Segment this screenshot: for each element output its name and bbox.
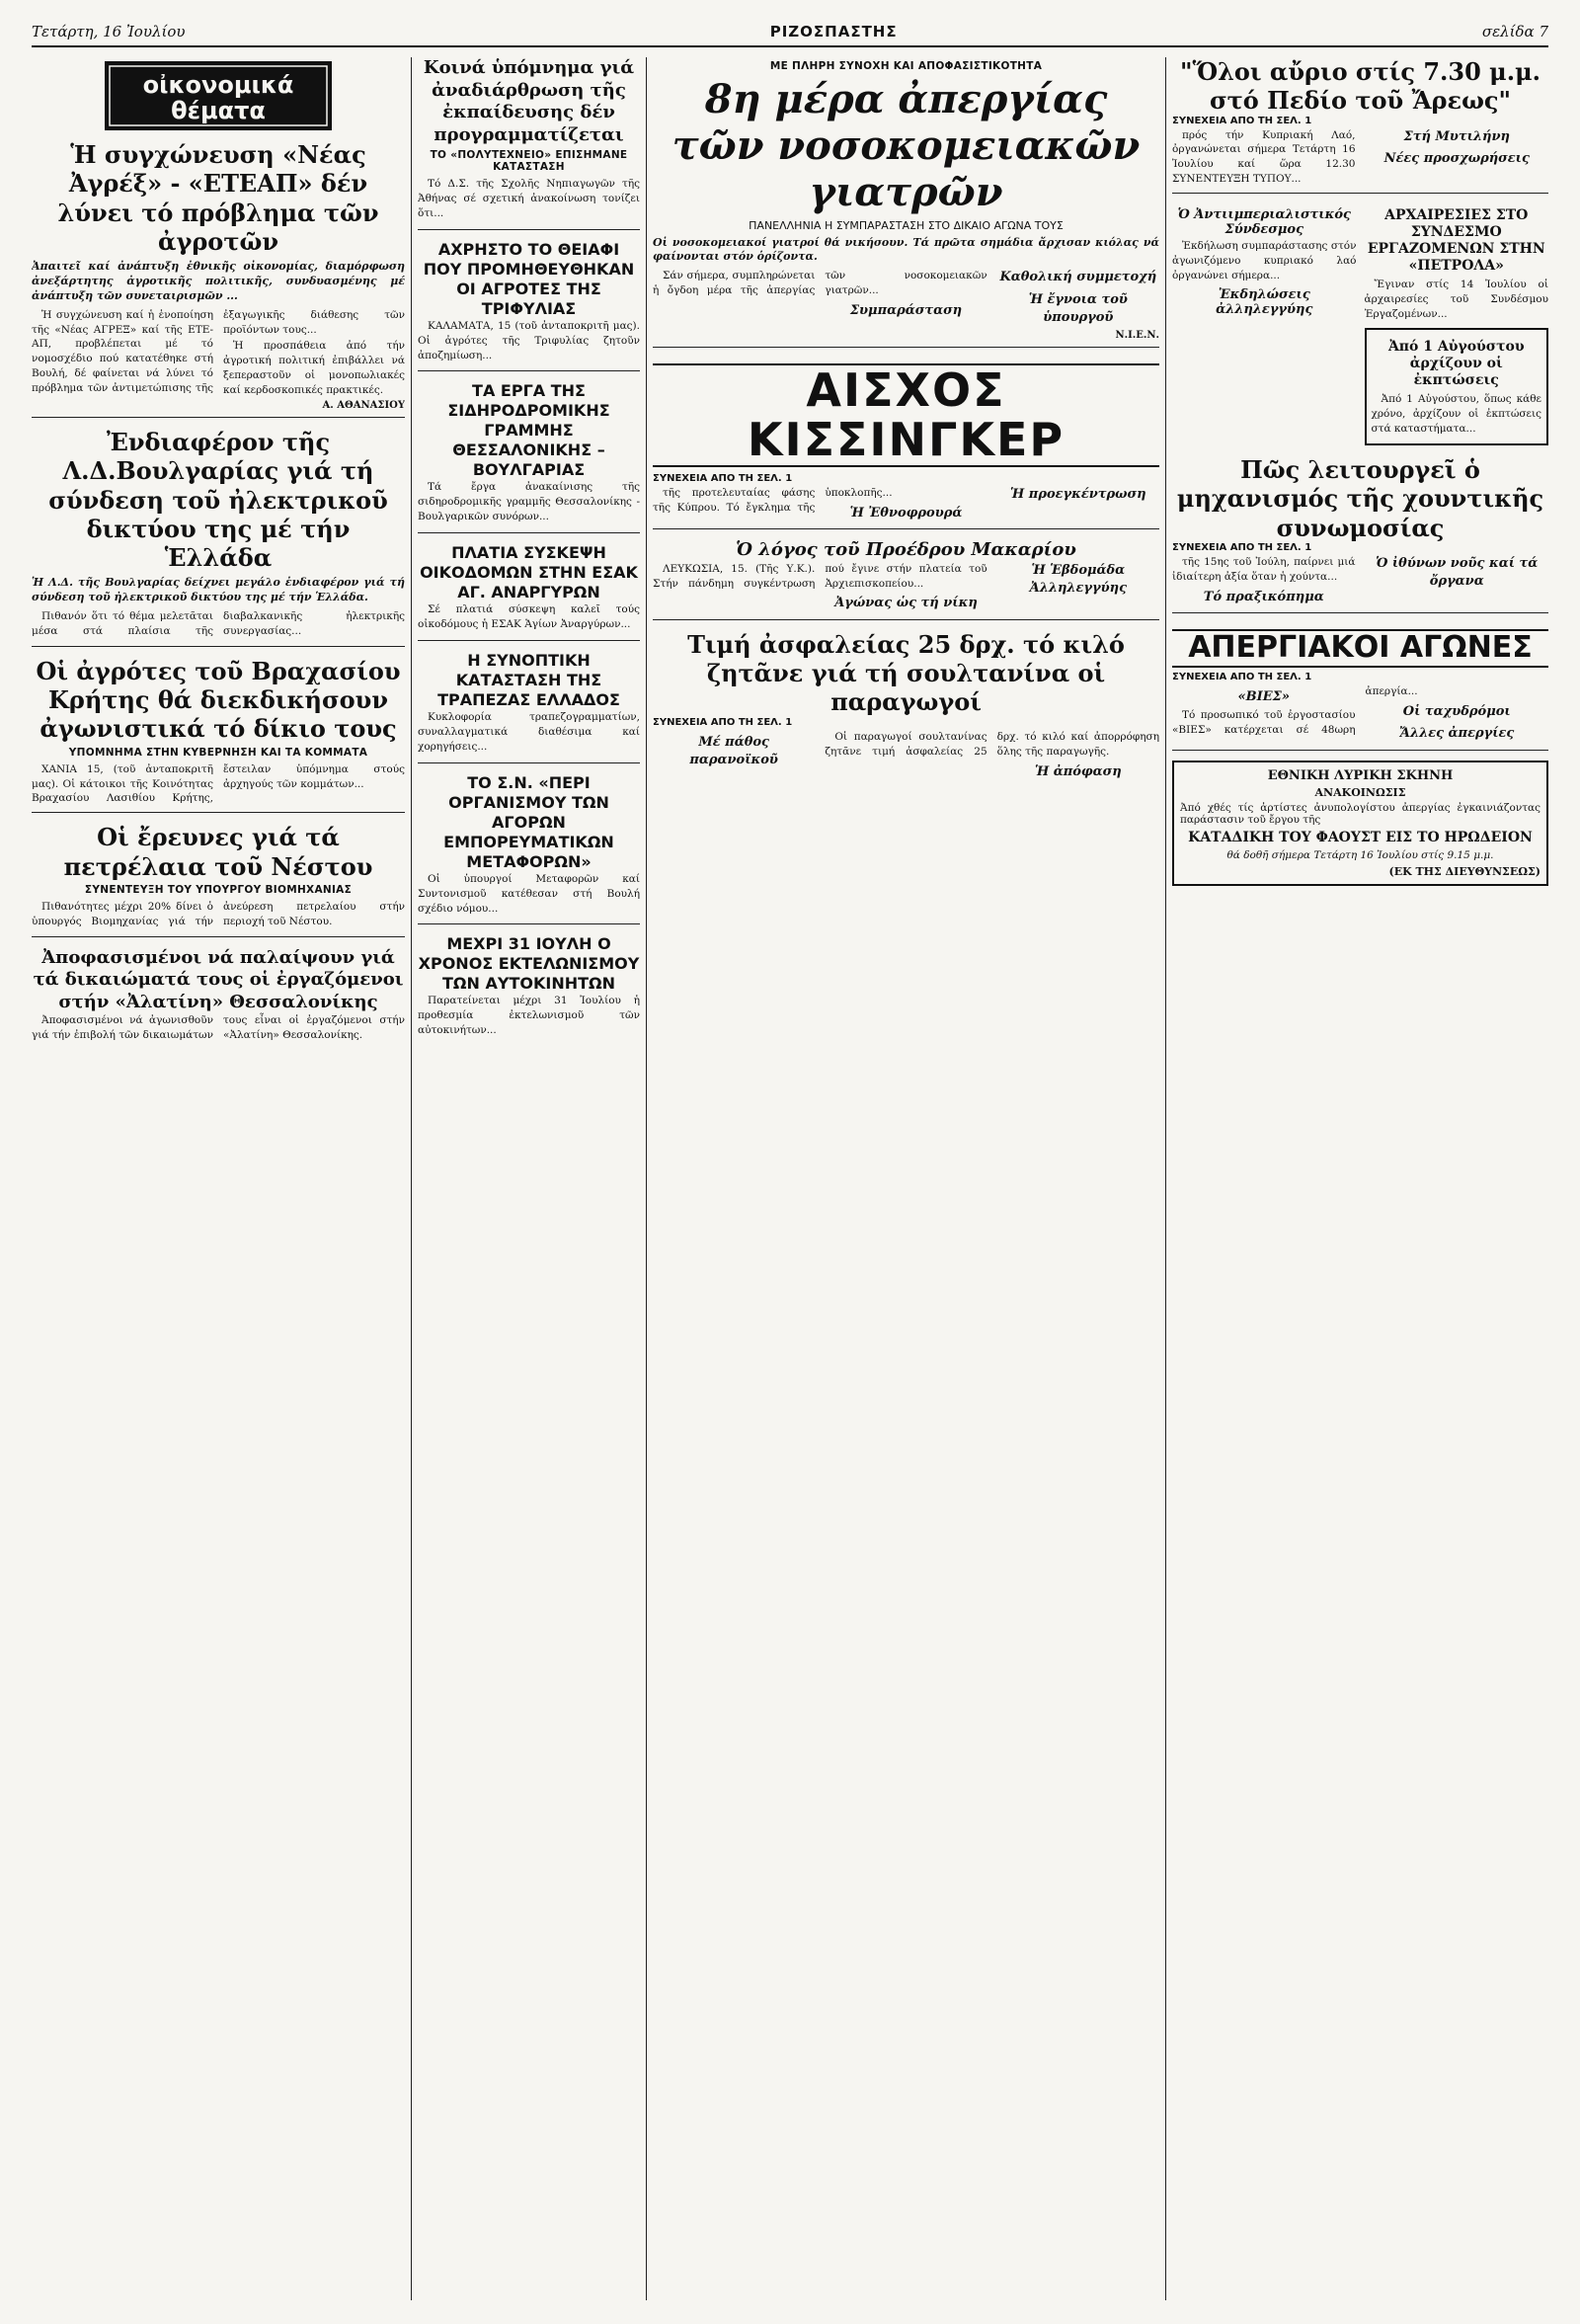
headline: Ὁ λόγος τοῦ Προέδρου Μακαρίου (736, 539, 1076, 561)
section-logo-line1: οἰκονομικά (142, 71, 294, 99)
body (1372, 392, 1542, 437)
subhead: Συμπαράσταση (849, 303, 963, 319)
story-vrachasi (32, 657, 405, 814)
body (32, 900, 405, 930)
body (1172, 128, 1548, 188)
paragraph: Ἔγιναν στίς 14 Ἰουλίου οἱ ἀρχαιρεσίες τοῦ Συνδέσμου Ἐργαζομένων... (1364, 279, 1548, 321)
paragraph: Οἱ ὑπουργοί Μεταφορῶν καί Συντονισμοῦ κατέθεσαν στή Βουλή σχέδιο νόμου... (418, 872, 640, 915)
subhead: Ἡ Ἐθνοφρουρά (849, 505, 963, 521)
notice-subtitle: ΑΝΑΚΟΙΝΩΣΙΣ (1314, 785, 1406, 799)
section-logo-line2: θέματα (171, 97, 266, 124)
section-logo (32, 61, 405, 130)
headline: Ἀπό 1 Αὐγούστου ἀρχίζουν οἱ ἐκπτώσεις (1387, 339, 1525, 388)
body (418, 602, 640, 632)
story-kissinger (653, 358, 1159, 530)
paragraph: πρός τήν Κυπριακή Λαό, ὀργανώνεται σήμερα Τετάρτη 16 Ἰουλίου καί ὥρα 12.30 ΣΥΝΕΝΤΕΥΞΗ ΤΥΠΟΥ... (1172, 128, 1356, 186)
headline: Πῶς λειτουργεῖ ὁ μηχανισμός τῆς χουντικῆς συνωμοσίας (1176, 455, 1544, 542)
story-education (418, 57, 640, 230)
subhead: «ΒΙΕΣ» (1237, 688, 1290, 704)
headline: Τιμή ἀσφαλείας 25 δρχ. τό κιλό ζητᾶνε γιά τή σουλτανίνα οἱ παραγωγοί (687, 629, 1125, 717)
body (418, 319, 640, 363)
headline: Ἡ συγχώνευση «Νέας Ἀγρέξ» - «ΕΤΕΑΠ» δέν λύνει τό πρόβλημα τῶν ἀγροτῶν (57, 140, 379, 256)
story-railway (418, 381, 640, 533)
continued-label: ΣΥΝΕΧΕΙΑ ΑΠΟ ΤΗ ΣΕΛ. 1 (1172, 115, 1312, 126)
lead: Ἡ Λ.Δ. τῆς Βουλγαρίας δείχνει μεγάλο ἐνδιαφέρον γιά τή σύνδεση τοῦ ἠλεκτρικοῦ δικτύου της μέ τήν Ἑλλάδα. (32, 576, 405, 604)
twin-stories (1172, 203, 1548, 455)
story-petrola (1365, 203, 1549, 455)
headline: ΑΙΣΧΟΣ ΚΙΣΣΙΝΓΚΕΡ (653, 363, 1159, 467)
notice-headline: ΚΑΤΑΔΙΚΗ ΤΟΥ ΦΑΟΥΣΤ ΕΙΣ ΤΟ ΗΡΩΔΕΙΟΝ (1188, 829, 1533, 845)
subhead: Στή Μυτιλήνη (1403, 128, 1510, 144)
paragraph: Τά ἔργα ἀνακαίνισης τῆς σιδηροδρομικῆς γραμμῆς Θεσσαλονίκης - Βουλγαρικῶν συνόρων... (418, 481, 640, 523)
headline: ΜΕΧΡΙ 31 ΙΟΥΛΗ Ο ΧΡΟΝΟΣ ΕΚΤΕΛΩΝΙΣΜΟΥ ΤΩΝ ΑΥΤΟΚΙΝΗΤΩΝ (418, 934, 640, 994)
story-rally (1172, 57, 1548, 194)
sales-box (1365, 328, 1549, 445)
subhead: Ἄλλες ἀπεργίες (1399, 726, 1515, 742)
headline: 8η μέρα ἀπεργίας τῶν νοσοκομειακῶν γιατρῶν (672, 76, 1141, 216)
column-3 (646, 57, 1159, 2300)
paragraph: Σάν σήμερα, συμπληρώνεται ἡ ὄγδοη μέρα τῆς ἀπεργίας τῶν νοσοκομειακῶν γιατρῶν... (653, 270, 988, 297)
headline: ΑΡΧΑΙΡΕΣΙΕΣ ΣΤΟ ΣΥΝΔΕΣΜΟ ΕΡΓΑΖΟΜΕΝΩΝ ΣΤΗΝ «ΠΕΤΡΟΛΑ» (1367, 207, 1545, 274)
body (32, 308, 405, 398)
story-nestos (32, 823, 405, 936)
paragraph: ΛΕΥΚΩΣΙΑ, 15. (Τῆς Υ.Κ.). Στήν πάνδημη συγκέντρωση πού ἔγινε στήν πλατεία τοῦ Ἀρχιεπισκοπείου... (653, 562, 988, 590)
story-freight (418, 773, 640, 925)
column-4 (1165, 57, 1548, 2300)
paragraph: ΚΑΛΑΜΑΤΑ, 15 (τοῦ ἀνταποκριτῆ μας). Οἱ ἀγρότες τῆς Τριφυλίας ζητοῦν ἀποζημίωση... (418, 319, 640, 361)
story-sultanina (653, 630, 1159, 787)
byline: Α. ΑΘΑΝΑΣΙΟΥ (322, 400, 405, 412)
body (653, 562, 1159, 613)
page-number: σελίδα 7 (1481, 23, 1548, 40)
body (32, 609, 405, 640)
paragraph: Τό προσωπικό τοῦ ἐργοστασίου «ΒΙΕΣ» κατέρχεται σέ 48ωρη ἀπεργία... (1172, 684, 1418, 737)
body (418, 710, 640, 755)
story-strikes (1172, 623, 1548, 750)
paragraph: Πιθανόν ὅτι τό θέμα μελετᾶται μέσα στά πλαίσια τῆς διαβαλκανικῆς ἠλεκτρικῆς συνεργασίας... (32, 610, 405, 637)
headline: "Ὅλοι αὔριο στίς 7.30 μ.μ. στό Πεδίο τοῦ Ἄρεως" (1179, 57, 1541, 116)
paragraph: Κυκλοφορία τραπεζογραμματίων, συναλλαγματικά διαθέσιμα καί χορηγήσεις... (418, 710, 640, 753)
opera-notice (1172, 761, 1548, 886)
subhead: Νέες προσχωρήσεις (1383, 150, 1530, 166)
story-alatini (32, 947, 405, 1050)
issue-date: Τετάρτη, 16 Ἰουλίου (32, 23, 186, 40)
paragraph: Ἐκδήλωση συμπαράστασης στόν ἀγωνιζόμενο κυπριακό λαό ὀργανώνει σήμερα... (1172, 240, 1357, 281)
subhead: Ἡ ἔγνοια τοῦ ὑπουργοῦ (1028, 291, 1128, 326)
headline: Ἀποφασισμένοι νά παλαίψουν γιά τά δικαιώματά τους οἱ ἐργαζόμενοι στήν «Ἀλατίνη» Θεσσαλονίκης (33, 946, 404, 1012)
notice-signature: (ΕΚ ΤΗΣ ΔΙΕΥΘΥΝΣΕΩΣ) (1388, 864, 1540, 878)
notice-details: θά δοθῆ σήμερα Τετάρτη 16 Ἰουλίου στίς 9.15 μ.μ. (1226, 848, 1494, 861)
paragraph: Ἡ συγχώνευση καί ἡ ἑνοποίηση τῆς «Νέας ΑΓΡΕΞ» καί τῆς ΕΤΕ-ΑΠ, προβλέπεται μέ τό νομοσχέδιο πού κατατέθηκε στή Βουλή, δέ φαίνεται νά λύνει τό πρόβλημα τῶν ἀντιμετώπισης τῆς ἐξαγωγικῆς διάθεσης τῶν προϊόντων τους... (32, 308, 405, 395)
body (653, 486, 1159, 522)
byline: Ν.Ι.Ε.Ν. (1115, 329, 1159, 341)
paragraph: τῆς προτελευταίας φάσης τῆς Κύπρου. Τό ἔγκλημα τῆς ὑποκλοπῆς... (653, 486, 893, 514)
paragraph: Ἡ προσπάθεια ἀπό τήν ἀγροτική πολιτική ἐπιβάλλει νά ξεπεραστοῦν οἱ μονοπωλιακές καί κερδοσκοπικές πρακτικές. (223, 340, 405, 397)
story-anti-imperialist (1172, 203, 1357, 455)
body (418, 994, 640, 1038)
subhead: Ὁ Ἀντιιμπεριαλιστικός Σύνδεσμος (1177, 207, 1351, 238)
paragraph: Σέ πλατιά σύσκεψη καλεῖ τούς οἰκοδόμους ἡ ΕΣΑΚ Ἁγίων Ἀναργύρων... (418, 603, 640, 631)
headline: ΤΑ ΕΡΓΑ ΤΗΣ ΣΙΔΗΡΟΔΡΟΜΙΚΗΣ ΓΡΑΜΜΗΣ ΘΕΣΣΑΛΟΝΙΚΗΣ – ΒΟΥΛΓΑΡΙΑΣ (447, 381, 610, 480)
paragraph: Οἱ παραγωγοί σουλτανίνας ζητᾶνε τιμή ἀσφαλείας 25 δρχ. τό κιλό καί ἀπορρόφηση ὅλης τῆς παραγωγῆς. (825, 730, 1159, 758)
subheadline: ΠΑΝΕΛΛΗΝΙΑ Η ΣΥΜΠΑΡΑΣΤΑΣΗ ΣΤΟ ΔΙΚΑΙΟ ΑΓΩΝΑ ΤΟΥΣ (749, 218, 1064, 232)
continued-label: ΣΥΝΕΧΕΙΑ ΑΠΟ ΤΗ ΣΕΛ. 1 (653, 472, 793, 484)
story-junta (1172, 455, 1548, 613)
subhead: Ἐκδηλώσεις ἀλληλεγγύης (1216, 286, 1313, 317)
body (418, 177, 640, 221)
headline: ΑΧΡΗΣΤΟ ΤΟ ΘΕΙΑΦΙ ΠΟΥ ΠΡΟΜΗΘΕΥΘΗΚΑΝ ΟΙ ΑΓΡΟΤΕΣ ΤΗΣ ΤΡΙΦΥΛΙΑΣ (423, 239, 635, 318)
continued-label: ΣΥΝΕΧΕΙΑ ΑΠΟ ΤΗ ΣΕΛ. 1 (653, 716, 793, 728)
masthead: ΡΙΖΟΣΠΑΣΤΗΣ (769, 23, 898, 40)
paragraph: Παρατείνεται μέχρι 31 Ἰουλίου ἡ προθεσμία ἐκτελωνισμοῦ τῶν αὐτοκινήτων... (418, 995, 640, 1037)
headline: Οἱ ἔρευνες γιά τά πετρέλαια τοῦ Νέστου (63, 823, 373, 881)
headline: ΑΠΕΡΓΙΑΚΟΙ ΑΓΩΝΕΣ (1172, 629, 1548, 668)
headline: Ἐνδιαφέρον τῆς Λ.Δ.Βουλγαρίας γιά τή σύνδεση τοῦ ἠλεκτρικοῦ δικτύου της μέ τήν Ἑλλάδα (48, 428, 388, 573)
subhead: Οἱ ταχυδρόμοι (1402, 703, 1511, 719)
body (1172, 239, 1357, 283)
body (32, 1013, 405, 1044)
headline: ΠΛΑΤΙΑ ΣΥΣΚΕΨΗ ΟΙΚΟΔΟΜΩΝ ΣΤΗΝ ΕΣΑΚ ΑΓ. ΑΝΑΡΓΥΡΩΝ (420, 543, 638, 602)
story-bulgaria (32, 428, 405, 647)
kicker: ΥΠΟΜΝΗΜΑ ΣΤΗΝ ΚΥΒΕΡΝΗΣΗ ΚΑΙ ΤΑ ΚΟΜΜΑΤΑ (68, 746, 368, 759)
story-doctors-strike (653, 57, 1159, 348)
body (418, 872, 640, 917)
story-makarios (653, 539, 1159, 620)
body (1172, 555, 1548, 606)
headline: Κοινά ὑπόμνημα γιά ἀναδιάρθρωση τῆς ἐκπαίδευσης δέν προγραμματίζεται (423, 57, 635, 145)
paragraph: Ἀποφασισμένοι νά ἀγωνισθοῦν γιά τήν ἐπιβολή τῶν δικαιωμάτων τους εἶναι οἱ ἐργαζόμενοι στήν «Ἀλατίνη» Θεσσαλονίκης. (32, 1014, 405, 1042)
paragraph: Πιθανότητες μέχρι 20% δίνει ὁ ὑπουργός Βιομηχανίας γιά τήν ἀνεύρεση πετρελαίου στήν περιοχή τοῦ Νέστου. (32, 900, 405, 927)
subhead: Ἀγώνας ὡς τή νίκη (834, 596, 978, 611)
continued-label: ΣΥΝΕΧΕΙΑ ΑΠΟ ΤΗ ΣΕΛ. 1 (1172, 541, 1312, 553)
subhead: Μέ πάθος παρανοϊκοῦ (689, 734, 778, 768)
subhead: Ἡ προεγκέντρωση (1010, 486, 1146, 502)
paragraph: τῆς 15ης τοῦ Ἰούλη, παίρνει μιά ἰδιαίτερη ἀξία ὅταν ἡ χούντα... (1172, 555, 1356, 583)
section-logo-graphic (105, 61, 332, 130)
story-bank-of-greece (418, 651, 640, 763)
subhead: Ἡ Ἑβδομάδα Ἀλληλεγγύης (1029, 562, 1127, 597)
subhead: Τό πραξικόπημα (1203, 589, 1324, 604)
kicker: ΤΟ «ΠΟΛΥΤΕΧΝΕΙΟ» ΕΠΙΣΗΜΑΝΕ ΚΑΤΑΣΤΑΣΗ (430, 149, 628, 173)
continued-label: ΣΥΝΕΧΕΙΑ ΑΠΟ ΤΗ ΣΕΛ. 1 (1172, 671, 1312, 682)
column-1 (32, 57, 405, 2300)
story-agrex (32, 140, 405, 418)
body (1172, 684, 1548, 744)
lead: Ἀπαιτεῖ καί ἀνάπτυξη ἐθνικῆς οἰκονομίας, διαμόρφωση ἀνεξάρτητης ἀγροτικῆς πολιτικῆς, συνδυασμένης μέ ἀνάπτυξη τῶν συνεταιρισμῶν ... (32, 260, 405, 302)
kicker: ΣΥΝΕΝΤΕΥΞΗ ΤΟΥ ΥΠΟΥΡΓΟΥ ΒΙΟΜΗΧΑΝΙΑΣ (84, 883, 353, 896)
headline: Οἱ ἀγρότες τοῦ Βραχασίου Κρήτης θά διεκδικήσουν ἀγωνιστικά τό δίκιο τους (36, 656, 401, 744)
subhead: Ὁ ἰθύνων νοῦς καί τά ὄργανα (1376, 555, 1539, 590)
story-customs (418, 934, 640, 1046)
body (653, 269, 1159, 327)
headline: ΤΟ Σ.Ν. «ΠΕΡΙ ΟΡΓΑΝΙΣΜΟΥ ΤΩΝ ΑΓΟΡΩΝ ΕΜΠΟΡΕΥΜΑΤΙΚΩΝ ΜΕΤΑΦΟΡΩΝ» (443, 772, 614, 871)
subhead: Καθολική συμμετοχή (999, 270, 1157, 285)
lead: Οἱ νοσοκομειακοί γιατροί θά νικήσουν. Τά πρῶτα σημάδια ἄρχισαν κιόλας νά φαίνονται στόν ὁρίζοντα. (653, 235, 1159, 264)
paragraph: Τό Δ.Σ. τῆς Σχολῆς Νηπιαγωγῶν τῆς Ἀθήνας σέ σχετική ἀνακοίνωση τονίζει ὅτι... (418, 178, 640, 219)
body (32, 762, 405, 807)
notice-title: ΕΘΝΙΚΗ ΛΥΡΙΚΗ ΣΚΗΝΗ (1267, 767, 1454, 783)
story-builders (418, 543, 640, 641)
kicker: ΜΕ ΠΛΗΡΗ ΣΥΝΟΧΗ ΚΑΙ ΑΠΟΦΑΣΙΣΤΙΚΟΤΗΤΑ (769, 60, 1043, 72)
paragraph: ΧΑΝΙΑ 15, (τοῦ ἀνταποκριτῆ μας). Οἱ κάτοικοι τῆς Κοινότητας Βραχασίου Λασιθίου Κρήτης, ἔστειλαν ὑπόμνημα στούς ἀρχηγούς τῶν κομμάτων... (32, 762, 405, 805)
subhead: Ἡ ἀπόφαση (1034, 763, 1122, 779)
body (653, 730, 1159, 781)
page-header (32, 18, 1548, 47)
story-sulfur (418, 240, 640, 372)
notice-text: Ἀπό χθές τίς ἀρτίστες ἀνυπολογίστου ἀπεργίας ἐγκαινιάζοντας παράστασιν τοῦ ἔργου τῆς (1180, 801, 1540, 826)
column-2 (411, 57, 640, 2300)
headline: Η ΣΥΝΟΠΤΙΚΗ ΚΑΤΑΣΤΑΣΗ ΤΗΣ ΤΡΑΠΕΖΑΣ ΕΛΛΑΔΟΣ (437, 650, 620, 709)
body (1365, 278, 1549, 322)
body (418, 480, 640, 524)
paragraph: Ἀπό 1 Αὐγούστου, ὅπως κάθε χρόνο, ἀρχίζουν οἱ ἐκπτώσεις στά καταστήματα... (1371, 393, 1541, 436)
